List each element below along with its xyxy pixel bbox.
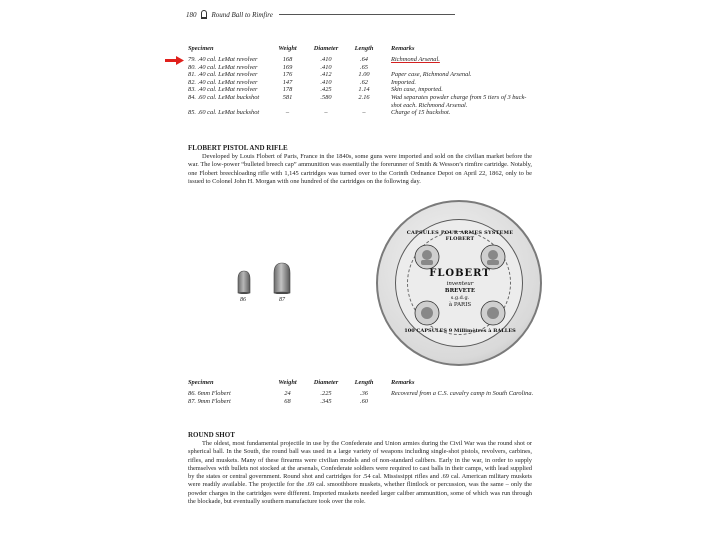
cell-specimen: 85. .60 cal. LeMat buckshot [188,109,260,117]
cell-length: 1.00 [358,71,370,79]
col-weight: Weight [278,45,297,52]
page-number: 180 [186,10,197,19]
tin-line-inventeur: inventeur [446,281,474,287]
cell-weight [270,102,305,110]
cell-specimen: 86. 6mm Flobert [188,390,231,397]
tin-top-text: CAPSULES POUR ARMES SYSTEME FLOBERT [406,230,514,242]
cell-diameter: .410 [320,63,332,71]
cell-diameter: .345 [320,397,332,405]
table-row [188,390,559,398]
table-row [188,71,559,79]
cell-length: 1.14 [358,86,370,94]
cell-remarks: Paper case, Richmond Arsenal. [391,71,472,79]
col-remarks: Remarks [391,45,415,52]
cell-weight: 581 [282,93,293,101]
cell-specimen: 80. .40 cal. LeMat revolver [188,63,258,71]
tin-brand-name: FLOBERT [429,268,491,279]
tin-line-sgdg: s.g.d.g. [450,295,470,301]
cell-length: .62 [360,78,368,86]
medal-icon [414,244,440,270]
medal-icon [480,300,506,326]
cell-weight: 178 [282,86,293,94]
table-header-row [188,379,559,390]
cell-weight: 169 [282,63,293,71]
cell-length: .36 [360,390,368,397]
tin-lid-face [395,219,523,347]
cell-length: .60 [360,397,368,405]
cell-remarks: Recovered from a C.S. cavalry camp in South Carolina. [391,390,534,397]
specimen-86-label: 86 [240,297,246,303]
specimen-87-image [272,262,292,294]
cell-weight: 68 [284,397,291,405]
tin-line-brevete: BREVETE [444,288,476,294]
header-rule [279,14,455,15]
bullet-icon [201,10,207,19]
col-specimen: Specimen [188,45,214,52]
lemat-specimen-table [188,45,559,117]
cell-remarks [381,398,559,406]
cell-specimen: 79. .40 cal. LeMat revolver [188,56,258,63]
cell-specimen: 81. .40 cal. LeMat revolver [188,71,258,79]
tin-bottom-text: 100 CAPSULES 9 Millimètres à BALLES [404,328,516,334]
cell-diameter: .412 [320,71,332,79]
specimen-87-label: 87 [279,297,285,303]
table-row [188,86,559,94]
cell-weight: 168 [282,56,293,63]
round-shot-heading: ROUND SHOT [188,431,235,439]
cell-length: .64 [360,56,368,63]
table-row [188,56,559,64]
cell-specimen: 84. .60 cal. LeMat buckshot [188,93,260,101]
cell-diameter: .410 [320,78,332,86]
medal-icon [414,300,440,326]
cell-diameter: – [324,109,328,117]
col-specimen: Specimen [188,379,214,386]
cell-diameter: .225 [320,390,332,397]
specimen-86-image [236,270,252,294]
cell-remarks: shot each. Richmond Arsenal. [391,101,468,109]
cell-length [347,102,381,110]
table-row [188,79,559,87]
red-arrow-icon [165,56,184,65]
table-row [188,102,559,110]
cell-remarks-highlighted: Richmond Arsenal. [391,56,440,63]
cell-remarks: Skin case, imported. [391,86,443,94]
table-row [188,398,559,406]
cell-weight: 147 [282,78,293,86]
flobert-heading: FLOBERT PISTOL AND RIFLE [188,144,288,152]
table-row [188,64,559,72]
cell-specimen: 87. 9mm Flobert [188,397,231,405]
cell-remarks: Charge of 15 buckshot. [391,109,451,117]
flobert-specimen-table [188,379,559,405]
cell-specimen: 83. .40 cal. LeMat revolver [188,86,258,94]
running-header [186,10,455,19]
cell-length: – [362,109,366,117]
round-shot-paragraph: The oldest, most fundamental projectile in use by the Confederate and Union armies during the Civil War was the round shot or spherical ball. In the South, the round ball was used in a large variety of weapons including single-shot pistols, revolvers, carbines, rifles, and muskets. Many of these firearms were civilian models and of non-standard calibers. Early in the war, in order to supply themselves with bullets not stocked at the arsenals, Confederate soldiers were required to cast balls in their camps, with lead supplied by the states or central government. Round shot and cartridges for .54 cal. Mississippi rifles and .69 cal. American military muskets were readily available. The projectile for the .69 cal. smoothbore muskets, whether flintlock or percussion, was the same – only the powder charges in the cartridges were different. Imported muskets needed larger caliber ammunition, some of which was run through the blockade, but eventually southern manufacture took over the role. [188,440,532,506]
col-diameter: Diameter [313,379,339,386]
col-weight: Weight [278,379,297,386]
cell-weight: 24 [284,390,291,397]
cell-diameter: .580 [320,93,332,101]
cell-specimen: 82. .40 cal. LeMat revolver [188,78,258,86]
cell-weight: – [285,109,290,117]
medal-icon [480,244,506,270]
col-diameter: Diameter [313,45,339,52]
running-title: Round Ball to Rimfire [211,10,273,19]
cell-diameter: .410 [320,56,332,63]
cell-remarks: Imported. [391,78,417,86]
flobert-paragraph: Developed by Louis Flobert of Paris, France in the 1840s, some guns were imported and sold on the civilian market before the war. The low-power “bulleted breech cap” ammunition was essentially the forerunner of Smith & Wesson’s rimfire cartridge. Notably, one Flobert breechloading rifle with 1,145 cartridges was turned over to the Corinth Ordnance Depot on April 22, 1862, only to be issued to Colonel John H. Morgan with one hundred of the cartridges on the following day. [188,153,532,185]
cell-diameter [305,102,347,110]
col-length: Length [354,45,374,52]
table-header-row [188,45,559,56]
flobert-cap-tin-image [376,200,542,366]
cell-specimen [188,102,270,110]
table-row [188,109,559,117]
cell-remarks: Wad separates powder charge from 5 tiers of 3 buck- [391,93,527,101]
cell-length: 2.16 [358,93,370,101]
cell-weight: 176 [282,71,293,79]
col-length: Length [354,379,374,386]
tin-line-paris: à PARIS [448,302,472,308]
cell-diameter: .425 [320,86,332,94]
col-remarks: Remarks [391,379,415,386]
table-row [188,94,559,102]
cell-length: .65 [360,63,368,71]
cell-remarks [381,64,559,72]
